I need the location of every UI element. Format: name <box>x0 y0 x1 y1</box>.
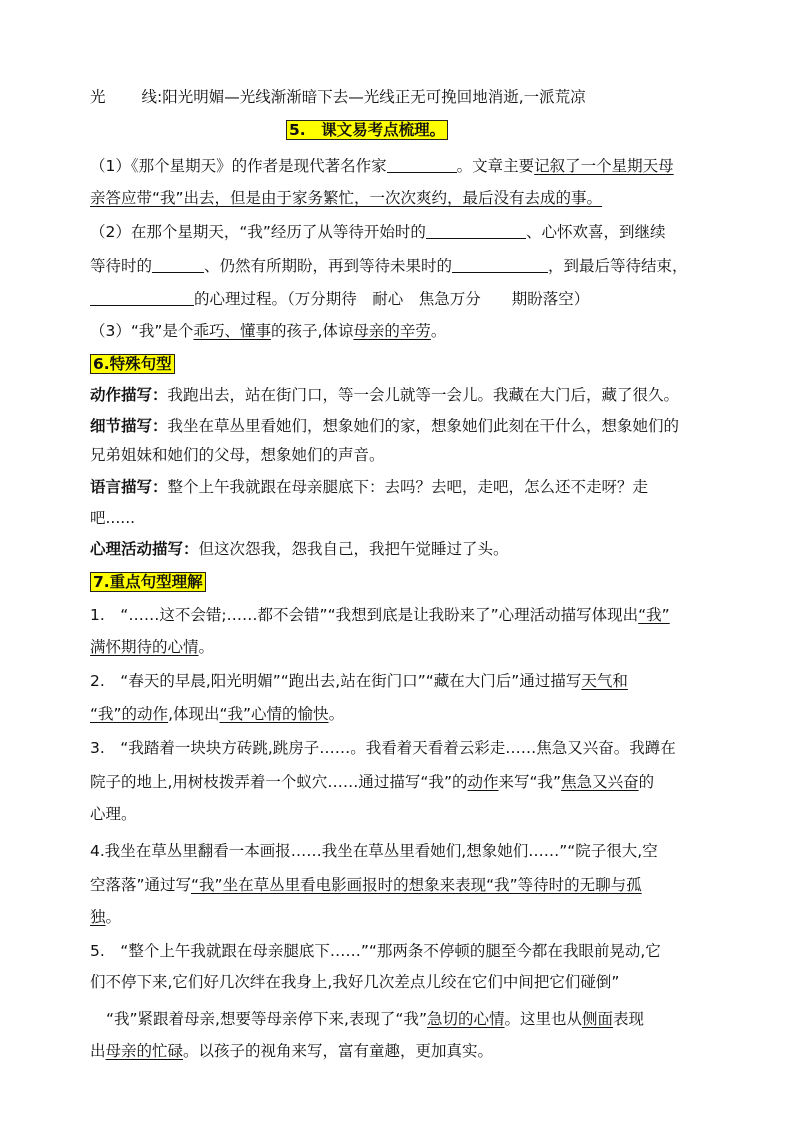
action-label: 动作描写： <box>90 386 168 404</box>
item2-text-d: ,体现出 <box>168 705 220 723</box>
item4-text-c: “我”坐在草丛里看电影画报时的想象来表现“我”等待时的无聊与孤 <box>191 876 642 894</box>
speech-label: 语言描写： <box>90 478 168 496</box>
item5-text-j: 。以孩子的视角来写，富有童趣，更加真实。 <box>183 1042 494 1060</box>
q1-line2 <box>90 187 602 209</box>
item3-text-f: 的 <box>638 773 655 791</box>
light-progression-line <box>90 86 586 108</box>
q2-blank-4[interactable] <box>90 290 194 306</box>
detail-text-2: 兄弟姐妹和她们的父母，想象她们的声音。 <box>90 446 385 464</box>
section7-title: 7.重点句型理解 <box>90 572 206 592</box>
item3-text-a: 3. “我踏着一块块方砖跳,跳房子……。我看着天看着云彩走……焦急又兴奋。我蹲在 <box>90 739 676 757</box>
q1-line1 <box>90 155 674 177</box>
item4-text-end: 。 <box>105 908 122 926</box>
item5-text-b: 们不停下来,它们好几次绊在我身上,我好几次差点儿绞在它们中间把它们碰倒” <box>90 973 620 991</box>
item5-text-f: 侧面 <box>582 1010 614 1028</box>
q2-text-f: 的心理过程。（万分期待 耐心 焦急万分 期盼落空） <box>194 290 590 308</box>
item2-text-e: “我”心情的愉快 <box>219 705 329 723</box>
q2-text-a: （2）在那个星期天，“我”经历了从等待开始时的 <box>90 223 426 241</box>
detail-description-line1 <box>90 415 679 437</box>
mental-description <box>90 538 509 560</box>
item1-text-b: “我” <box>638 606 670 624</box>
item4-line3 <box>90 906 121 928</box>
q3-text-e: 。 <box>430 322 447 340</box>
item3-text-g: 心理。 <box>90 805 137 823</box>
item5-text-d: 急切的心情 <box>426 1010 505 1028</box>
section7-heading <box>90 571 206 593</box>
q2-text-b: 、心怀欢喜，到继续 <box>525 223 666 241</box>
item1-line1 <box>90 604 670 626</box>
item5-text-i: 母亲的忙碌 <box>105 1042 184 1060</box>
item3-line1 <box>90 737 676 759</box>
item5-line2 <box>90 971 619 993</box>
item5-text-e: 。这里也从 <box>504 1010 583 1028</box>
item5-text-g: 表现 <box>613 1010 645 1028</box>
item5-line1 <box>90 940 661 962</box>
q3-text-d: 母亲的辛劳 <box>353 322 431 340</box>
q3-text-a: （3）“我”是个 <box>90 322 194 340</box>
speech-text-2: 吧...... <box>90 509 136 527</box>
mental-label: 心理活动描写： <box>90 540 199 558</box>
item2-text-a: 2. “春天的早晨,阳光明媚”“跑出去,站在街门口”“藏在大门后”通过描写 <box>90 672 582 690</box>
q1-author-blank[interactable] <box>387 157 457 173</box>
item3-text-b: 院子的地上,用树枝拨弄着一个蚁穴……通过描写“我”的 <box>90 773 468 791</box>
item2-line2 <box>90 703 344 725</box>
q2-line2 <box>90 255 688 277</box>
item3-line3 <box>90 803 137 825</box>
item3-text-d: 来写“我” <box>498 773 562 791</box>
q1-text-c: 记叙了一个星期天母 <box>534 157 674 175</box>
item2-text-c: “我”的动作 <box>90 705 169 723</box>
item5-text-h: 出 <box>90 1042 106 1060</box>
item4-text-b: 空落落”通过写 <box>90 876 192 894</box>
item3-text-c: 动作 <box>467 773 499 791</box>
item4-line1 <box>90 840 658 862</box>
detail-text-1: 我坐在草丛里看她们，想象她们的家，想象她们此刻在干什么，想象她们的 <box>167 417 680 435</box>
item5-text-a: 5. “整个上午我就跟在母亲腿底下……”“那两条不停顿的腿至今都在我眼前晃动,它 <box>90 942 661 960</box>
speech-description-line2 <box>90 507 135 529</box>
item1-text-c: 满怀期待的心情 <box>90 638 199 656</box>
item5-line3 <box>106 1008 644 1030</box>
q2-blank-3[interactable] <box>452 257 548 273</box>
item3-text-e: 焦急又兴奋 <box>561 773 639 791</box>
item2-text-b: 天气和 <box>581 672 628 690</box>
q2-blank-2[interactable] <box>152 257 204 273</box>
q2-text-c: 等待时的 <box>90 257 153 275</box>
q2-text-d: 、仍然有所期盼，再到等待未果时的 <box>204 257 453 275</box>
section6-heading <box>90 353 175 375</box>
item3-line2 <box>90 771 654 793</box>
speech-text-1: 整个上午我就跟在母亲腿底下：去吗？去吧，走吧，怎么还不走呀？走 <box>167 478 649 496</box>
item1-text-end: 。 <box>198 638 215 656</box>
item2-line1 <box>90 670 628 692</box>
detail-description-line2 <box>90 444 385 466</box>
action-description <box>90 384 679 406</box>
action-text: 我跑出去，站在街门口，等一会儿就等一会儿。我藏在大门后，藏了很久。 <box>167 386 680 404</box>
item4-text-d: 独 <box>90 908 106 926</box>
section6-title: 6.特殊句型 <box>90 354 175 374</box>
light-text: 阳光明媚—光线渐渐暗下去—光线正无可挽回地消逝,一派荒凉 <box>162 88 586 106</box>
item1-text-a: 1. “……这不会错;……都不会错”“我想到底是让我盼来了”心理活动描写体现出 <box>90 606 639 624</box>
q3-line <box>90 320 446 342</box>
section5-title: 5. 课文易考点梳理。 <box>286 120 448 140</box>
item5-line4 <box>90 1040 493 1062</box>
q2-line3 <box>90 288 589 310</box>
item4-text-a: 4.我坐在草丛里翻看一本画报……我坐在草丛里看她们,想象她们……”“院子很大,空 <box>90 842 658 860</box>
mental-text: 但这次怨我，怨我自己，我把午觉睡过了头。 <box>198 540 509 558</box>
item2-text-f: 。 <box>328 705 345 723</box>
light-label: 光 <box>90 88 106 106</box>
detail-label: 细节描写： <box>90 417 168 435</box>
q1-text-line2: 亲答应带“我”出去，但是由于家务繁忙，一次次爽约，最后没有去成的事。 <box>90 189 603 207</box>
q3-text-c: 的孩子,体谅 <box>270 322 354 340</box>
item5-text-c: “我”紧跟着母亲,想要等母亲停下来,表现了“我” <box>106 1010 427 1028</box>
item1-line2 <box>90 636 214 658</box>
item4-line2 <box>90 874 642 896</box>
q1-text-a: （1）《那个星期天》的作者是现代著名作家 <box>90 157 387 175</box>
speech-description-line1 <box>90 476 648 498</box>
q1-text-b: 。文章主要 <box>456 157 535 175</box>
light-colon: 线: <box>141 88 163 106</box>
q3-text-b: 乖巧、懂事 <box>193 322 271 340</box>
q2-text-e: ，到最后等待结束， <box>548 257 688 275</box>
q2-line1 <box>90 221 665 243</box>
q2-blank-1[interactable] <box>426 223 526 239</box>
section5-heading <box>286 119 448 141</box>
